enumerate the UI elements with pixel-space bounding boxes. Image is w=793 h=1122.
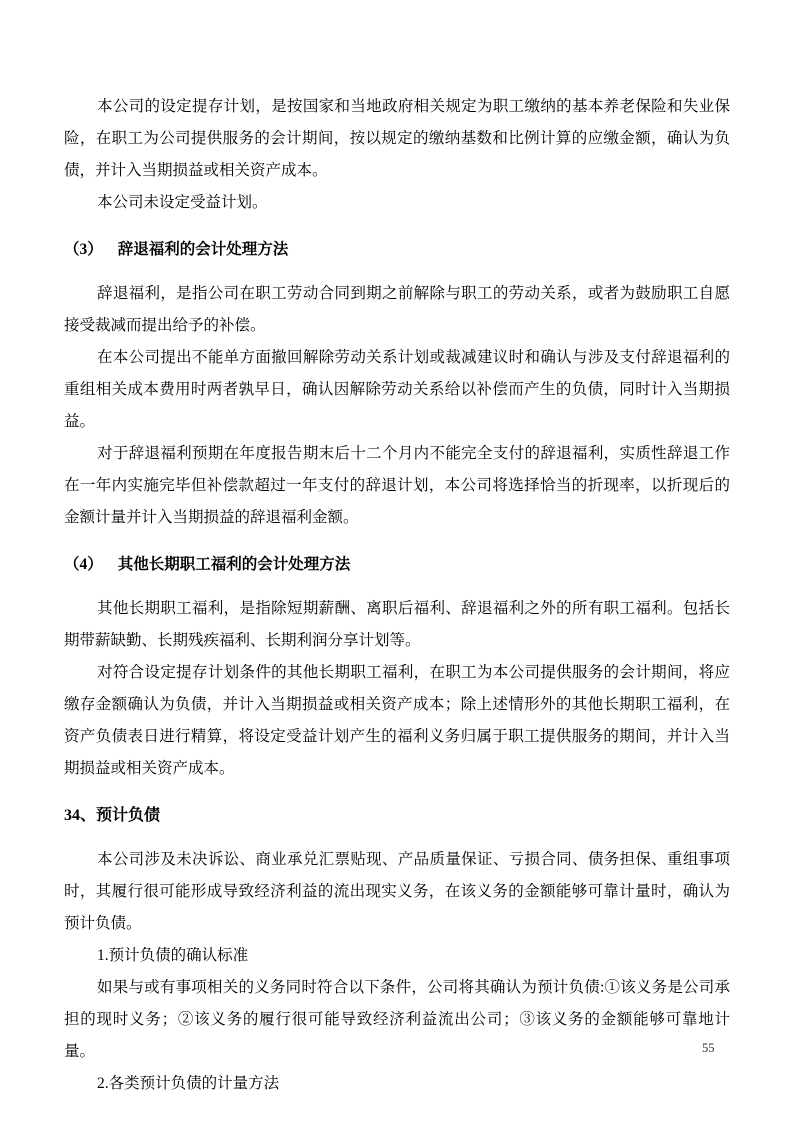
paragraph-defined-contribution-plan: 本公司的设定提存计划，是按国家和当地政府相关规定为职工缴纳的基本养老保险和失业保险，在职工为公司提供服务的会计期间，按以规定的缴纳基数和比例计算的应缴金额，确认为负债，并计入当期损益或相关资产成本。 <box>64 98 730 179</box>
paragraph-termination-benefits-definition: 辞退福利，是指公司在职工劳动合同到期之前解除与职工的劳动关系，或者为鼓励职工自愿接受裁减而提出给予的补偿。 <box>64 285 730 334</box>
page-number: 55 <box>702 1041 715 1055</box>
subsection-title: 其他长期职工福利的会计处理方法 <box>117 556 351 573</box>
section-heading-estimated-liabilities: 34、预计负债 <box>64 807 161 824</box>
subsection-number: （4） <box>64 556 103 573</box>
paragraph-termination-benefits-recognition: 在本公司提出不能单方面撤回解除劳动关系计划或裁减建议时和确认与涉及支付辞退福利的重组相关成本费用时两者孰早日，确认因解除劳动关系给以补偿而产生的负债，同时计入当期损益。 <box>64 349 730 430</box>
paragraph-other-longterm-benefits-definition: 其他长期职工福利，是指除短期薪酬、离职后福利、辞退福利之外的所有职工福利。包括长期带薪缺勤、长期残疾福利、长期利润分享计划等。 <box>64 600 730 649</box>
paragraph-estimated-liabilities-scope: 本公司涉及未决诉讼、商业承兑汇票贴现、产品质量保证、亏损合同、债务担保、重组事项时，其履行很可能形成导致经济利益的流出现实义务，在该义务的金额能够可靠计量时，确认为预计负债。 <box>64 851 730 932</box>
subsection-title: 辞退福利的会计处理方法 <box>117 241 289 258</box>
subsection-heading-other-longterm-benefits <box>64 549 730 581</box>
list-item-measurement-methods: 2.各类预计负债的计量方法 <box>97 1075 280 1092</box>
paragraph-no-defined-benefit-plan: 本公司未设定受益计划。 <box>97 194 268 211</box>
paragraph-termination-benefits-discount: 对于辞退福利预期在年度报告期末后十二个月内不能完全支付的辞退福利，实质性辞退工作在一年内实施完毕但补偿款超过一年支付的辞退计划，本公司将选择恰当的折现率，以折现后的金额计量并计入当期损益的辞退福利金额。 <box>64 445 730 526</box>
document-content <box>64 91 730 1100</box>
paragraph-recognition-conditions: 如果与或有事项相关的义务同时符合以下条件，公司将其确认为预计负债:①该义务是公司承担的现时义务；②该义务的履行很可能导致经济利益流出公司；③该义务的金额能够可靠地计量。 <box>64 979 730 1060</box>
subsection-heading-termination-benefits <box>64 234 730 266</box>
paragraph-other-longterm-benefits-accounting: 对符合设定提存计划条件的其他长期职工福利，在职工为本公司提供服务的会计期间，将应缴存金额确认为负债，并计入当期损益或相关资产成本；除上述情形外的其他长期职工福利，在资产负债表日进行精算，将设定受益计划产生的福利义务归属于职工提供服务的期间，并计入当期损益或相关资产成本。 <box>64 664 730 777</box>
list-item-recognition-criteria: 1.预计负债的确认标准 <box>97 947 249 964</box>
subsection-number: （3） <box>64 241 103 258</box>
